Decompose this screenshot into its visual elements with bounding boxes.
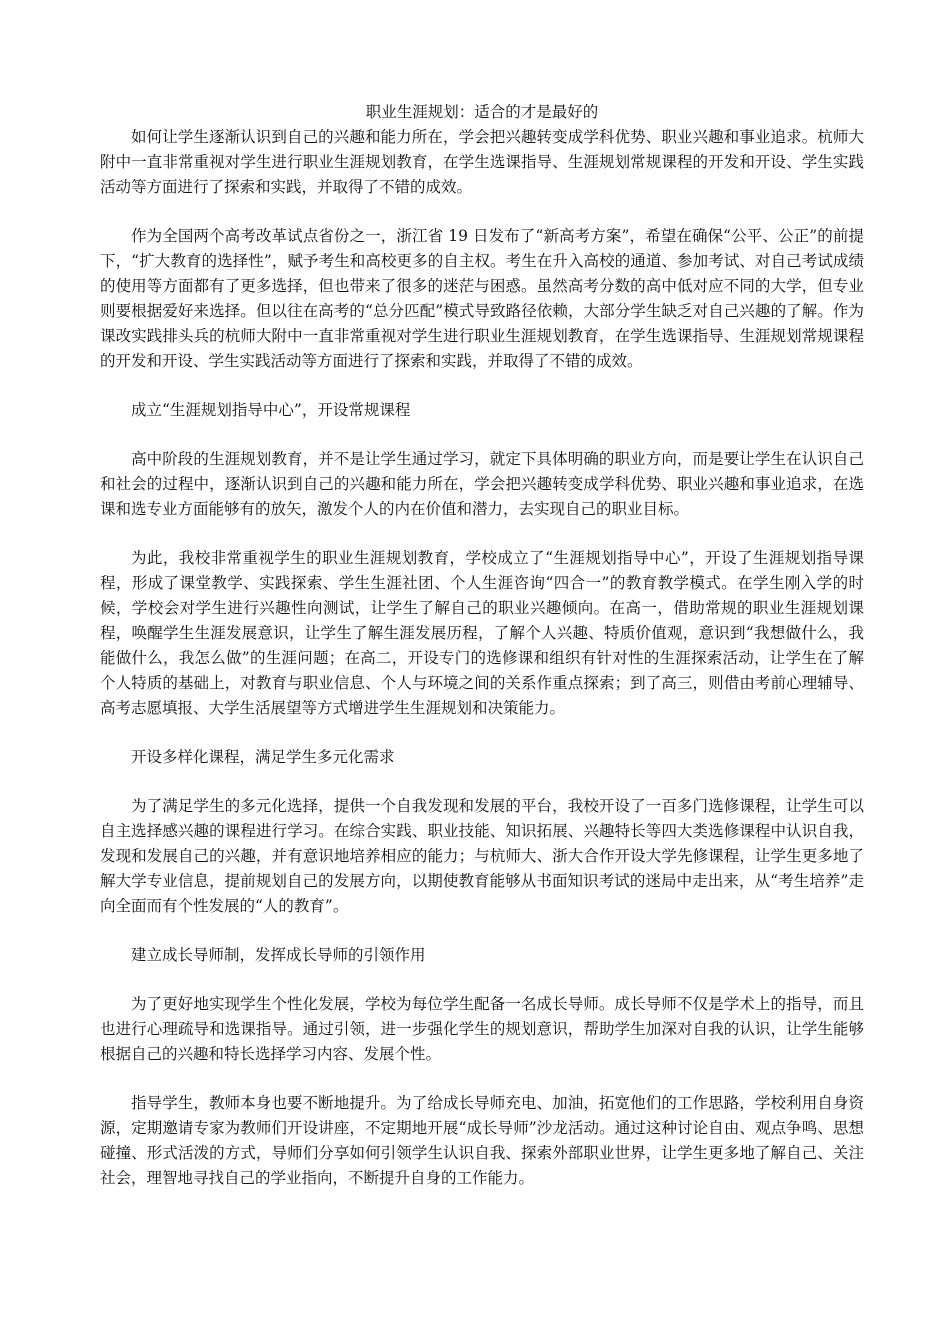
paragraph-intro: 如何让学生逐渐认识到自己的兴趣和能力所在，学会把兴趣转变成学科优势、职业兴趣和事业追求。杭师大附中一直非常重视对学生进行职业生涯规划教育，在学生选课指导、生涯规划常规课程的开发和开设、学生实践活动等方面进行了探索和实践，并取得了不错的成效。 (100, 128, 864, 196)
paragraph-background: 作为全国两个高考改革试点省份之一，浙江省 19 日发布了“新高考方案”，希望在确保“公平、公正”的前提下，“扩大教育的选择性”，赋予考生和高校更多的自主权。考生在升入高校的通道、参加考试、对自己考试成绩的使用等方面都有了更多选择，但也带来了很多的迷茫与困惑。虽然高考分数的高中低对应不同的大学，但专业则要根据爱好来选择。但以往在高考的“总分匹配”模式导致路径依赖，大部分学生缺乏对自己兴趣的了解。作为课改实践排头兵的杭师大附中一直非常重视对学生进行职业生涯规划教育，在学生选课指导、生涯规划常规课程的开发和开设、学生实践活动等方面进行了探索和实践，并取得了不错的成效。 (100, 227, 864, 370)
section-heading-mentor-system: 建立成长导师制，发挥成长导师的引领作用 (131, 946, 426, 964)
section-heading-diverse-courses: 开设多样化课程，满足学生多元化需求 (131, 748, 395, 766)
paragraph-guidance-center: 为此，我校非常重视学生的职业生涯规划教育，学校成立了“生涯规划指导中心”，开设了生涯规划指导课程，形成了课堂教学、实践探索、学生生涯社团、个人生涯咨询“四合一”的教育教学模式。在学生刚入学的时候，学校会对学生进行兴趣性向测试，让学生了解自己的职业兴趣倾向。在高一，借助常规的职业生涯规划课程，唤醒学生生涯发展意识，让学生了解生涯发展历程，了解个人兴趣、特质价值观，意识到“我想做什么，我能做什么，我怎么做”的生涯问题；在高二，开设专门的选修课和组织有针对性的生涯探索活动，让学生在了解个人特质的基础上，对教育与职业信息、个人与环境之间的关系作重点探索；到了高三，则借由考前心理辅导、高考志愿填报、大学生活展望等方式增进学生生涯规划和决策能力。 (100, 549, 864, 717)
document-page (100, 100, 864, 1215)
document-title: 职业生涯规划：适合的才是最好的 (365, 103, 599, 121)
paragraph-teacher-development: 指导学生，教师本身也要不断地提升。为了给成长导师充电、加油，拓宽他们的工作思路，学校利用自身资源，定期邀请专家为教师们开设讲座，不定期地开展“成长导师”沙龙活动。通过这种讨论自由、观点争鸣、思想碰撞、形式活泼的方式，导师们分享如何引领学生认识自我、探索外部职业世界，让学生更多地了解自己、关注社会，理智地寻找自己的学业指向，不断提升自身的工作能力。 (100, 1094, 864, 1187)
paragraph-mentor-system: 为了更好地实现学生个性化发展，学校为每位学生配备一名成长导师。成长导师不仅是学术上的指导，而且也进行心理疏导和选课指导。通过引领，进一步强化学生的规划意识，帮助学生加深对自我的认识，让学生能够根据自己的兴趣和特长选择学习内容、发展个性。 (100, 995, 864, 1063)
paragraph-career-education: 高中阶段的生涯规划教育，并不是让学生通过学习，就定下具体明确的职业方向，而是要让学生在认识自己和社会的过程中，逐渐认识到自己的兴趣和能力所在，学会把兴趣转变成学科优势、职业兴趣和事业追求，在选课和选专业方面能够有的放矢，激发个人的内在价值和潜力，去实现自己的职业目标。 (100, 450, 864, 518)
paragraph-elective-courses: 为了满足学生的多元化选择，提供一个自我发现和发展的平台，我校开设了一百多门选修课程，让学生可以自主选择感兴趣的课程进行学习。在综合实践、职业技能、知识拓展、兴趣特长等四大类选修课程中认识自我，发现和发展自己的兴趣，并有意识地培养相应的能力；与杭师大、浙大合作开设大学先修课程，让学生更多地了解大学专业信息，提前规划自己的发展方向，以期使教育能够从书面知识考试的迷局中走出来，从“考生培养”走向全面而有个性发展的“人的教育”。 (100, 797, 864, 915)
section-heading-guidance-center: 成立“生涯规划指导中心”，开设常规课程 (131, 401, 411, 419)
